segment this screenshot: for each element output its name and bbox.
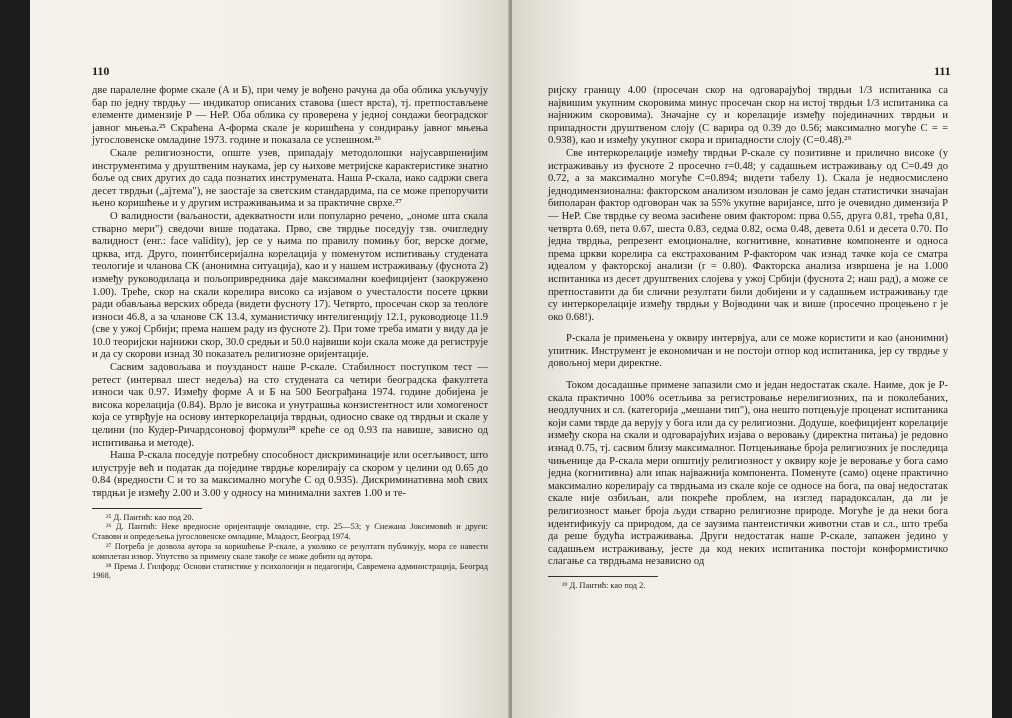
paragraph: Током досадашње примене запазили смо и један недостатак скале. Наиме, док је Р-скала практично 100% осетљива за регистровање нерелигиозних, па и поколебаних, неодлучних и сл. (категорија „мешани тип"), она нешто потцењује проценат испитаника који сами тврде да верују у бога или да су религиозни. Додуше, коефицијент корелације између скора на скали и одговарајућих изјава о веровању (директна питања) је редовно изнад 0.75, тј. сасвим близу максималног. Потцењивање броја религиозних је последица чињенице да Р-скала мери општију религиозност у оквиру које је веровање у бога само једна (когнитивна) али ипак најважнија компонента. Поменуте (само) оцене практично максимално корелирају са тврдњама из скале које се односе на бога, па овај недостатак скале није озбиљан, али покреће проблем, на изглед парадоксалан, да ли је религиозност мањег броја људи стварно религиозне природе. Могуће је да неки бога идентификују са природом, да се заузима пантеистички животни став и сл., што треба да реше будућа истраживања. Други недостатак наше Р-скале, запажен једино у садашњем истраживању, јесте да код неких испитаника постоји конформистичко слагање са тврдњама независно од [548,380,948,568]
paragraph: Сасвим задовољава и поузданост наше Р-скале. Стабилност поступком тест — ретест (интервал шест недеља) на сто студената са четири београдска факултета износи чак 0.97. Између форме А и Б на 500 Београђана 1974. године добијена је висока корелација (0.84). Врло је висока и унутрашња конзистентност или хомогеност која се утврђује на основу интеркорелација тврдњи, односно сваке од тврдњи и скале у целини (по Кудер-Ричардсоновој формули²⁸ креће се од 0.93 па навише, зависно од испитивања и методе). [92,362,488,449]
paragraph: О валидности (ваљаности, адекватности или популарно речено, „ономе шта скала стварно мери") сведочи више података. Прво, све тврдње поседују тзв. очигледну валидност (енг.: face validity), јер се у њима по правилу помињу бог, верске догме, црква, итд. Друго, поинтбисеријална корелација у поменутом испитивању студената теологије и чланова СК (анонимна ситуација), као и у нашем истраживању (фуснота 2) између руководилаца и пољопривредника даје максимални коефицијент (заокружено 1.00). Треће, скор на скали корелира високо са изјавом о учесталости посете цркви ради обављања верских обреда (видети фусноту 17). Четврто, просечан скор за теологе износи 46.8, а за чланове СК 13.4, хуманистичку интелигенцију 12.1, руководиоце 11.9 (све у ужој Србији; према нашем раду из фусноте 2). При томе треба имати у виду да је 10.0 теоријски најнижи скор, 30.0 средњи и 50.0 највиши који скала може да региструје и да су скорови изнад 30 показатељ религиозне оријентације. [92,210,488,361]
page-body [548,85,948,591]
page-number: 111 [934,64,951,78]
book-spread [30,0,992,718]
footnotes [548,581,948,591]
paragraph: две паралелне форме скале (А и Б), при чему је вођено рачуна да оба облика укључују бар по једну тврдњу — индикатор описаних ставова (шест врста), тј. претпостављене елементе димензије Р — НеР. Оба облика су проверена у једној сондажи београдског јавног мњења.²⁵ Скраћена А-форма скале је коришћена у сондирању јавног мњења југословенске омладине 1973. године и показала се успешном.²⁶ [92,85,488,147]
paragraph: Наша Р-скала поседује потребну способност дискриминације или осетљивост, што илуструје већ и податак да поједине тврдње корелирају са скором у целини од 0.65 до 0.84 (вредности С и то за максимално могуће С од 0.935). Дискриминативна моћ свих тврдњи је између 2.00 и 3.00 у односу на минимални захтев 1.00 и те- [92,450,488,499]
footnote: ²⁷ Потреба је дозвола аутора за коришћење Р-скале, а уколико се резултати публикују, мора се навести комплетан извор. Упутство за примену скале такође се може добити од аутора. [92,541,488,561]
footnote: ²⁶ Д. Пантић: Неке вредносне оријентације омладине, стр. 25—53; у Снежана Јоксимовић и други: Ставови и опредељења југословенске омладине, Младост, Београд 1974. [92,522,488,542]
right-page [512,0,992,718]
footnote-rule [548,576,658,577]
paragraph: Скале религиозности, опште узев, припадају методолошки најусавршенијим инструментима у друштвеним наукама, јер су њихове метријске карактеристике знатно боље од свих других до сада познатих инструмената. Наша Р-скала, иако садржи свега десет тврдњи („ајтема"), не заостаје за светским стандардима, па се може препоручити њено коришћење и у другим истраживањима и за практичне сврхе.²⁷ [92,147,488,210]
footnote: ²⁹ Д. Пантић: као под 2. [562,580,646,590]
left-page [30,0,510,718]
footnotes [92,513,488,582]
page-number: 110 [92,64,110,78]
footnote: ²⁵ Д. Пантић: као под 20. [106,512,194,522]
footnote-rule [92,508,202,509]
paragraph: ријску границу 4.00 (просечан скор на одговарајућој тврдњи 1/3 испитаника са највишим укупним скоровима минус просечан скор на истој тврдњи 1/3 испитаника са најнижим скоровима). Значајне су и корелације између појединачних тврдњи и припадности друштвеном слоју (С варира од 0.39 до 0.56; максимално могуће С = = 0.938), као и између укупног скора и припадности слоју (С=0.48).²⁹ [548,85,948,147]
paragraph: Р-скала је примењена у оквиру интервјуа, али се може користити и као (анонимни) упитник. Инструмент је економичан и не постоји отпор код испитаника, јер су тврдње у довољној мери директне. [548,333,948,370]
paragraph: Све интеркорелације између тврдњи Р-скале су позитивне и прилично високе (у истраживању из фусноте 2 просечно r=0.48; у садашњем истраживању од С=0.49 до 0.72, а за максимално могуће С=0.894; видети табелу 1). Скала је недвосмислено једнодимензионална: факторском анализом изолован је само један статистички значајан биполаран фактор одговоран чак за 55% укупне варијансе, што је очевидно димензија Р — НеР. Све тврдње су веома засићене овим фактором: прва 0.55, друга 0.81, трећа 0,81, четврта 0.69, пета 0.67, шеста 0.83, седма 0.82, осма 0.48, девета 0.61 и десета 0.70. По једна тврдња, репрезент емоционалне, когнитивне, конативне компоненте и односа према цркви корелира са екстрахованим Р-фактором чак изнад тачке која се сматра идеалом у факторској анализи (r = 0.80). Факторска анализа извршена је на 1.000 испитаника из десет друштвених слојева у ужој Србији (фуснота 2; наш рад), а може се претпоставити да би слични резултати били добијени и у садашњем истраживању где су интеркорелације између тврдњи у Војводини чак и више (просечно процењено r је око 0.68!). [548,147,948,323]
footnote: ²⁸ Према Ј. Гилфорд: Основи статистике у психологији и педагогији, Савремена администрација, Београд 1968. [92,561,488,581]
page-body [92,85,488,581]
